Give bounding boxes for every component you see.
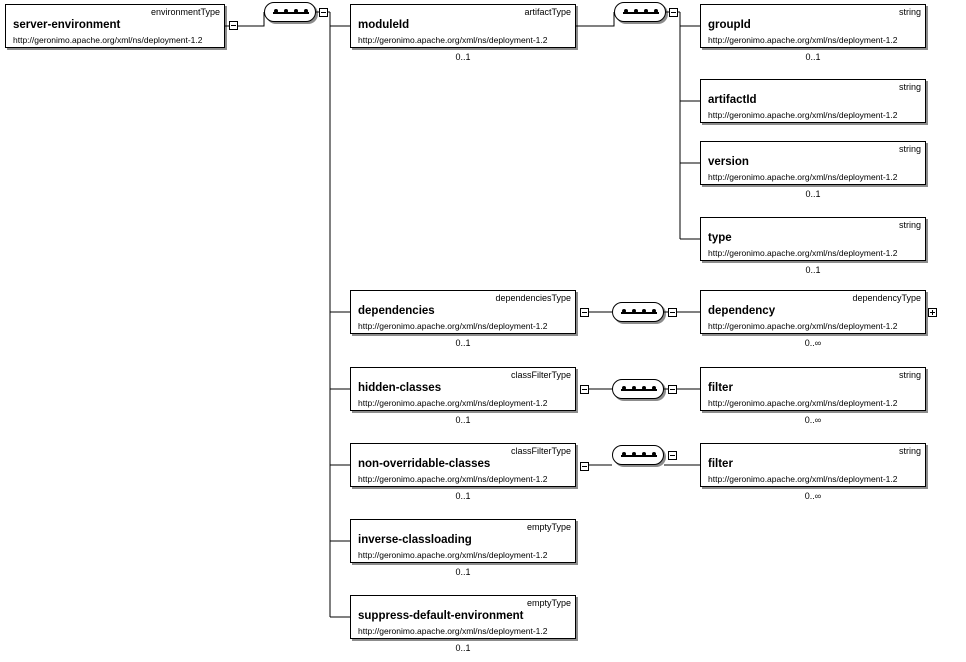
collapse-toggle-non-overridable-classes-icon[interactable] (580, 462, 589, 471)
collapse-toggle-moduleid-sequence-icon[interactable] (669, 8, 678, 17)
node-name-label: moduleId (358, 19, 410, 31)
node-namespace-label: http://geronimo.apache.org/xml/ns/deployment-1.2 (358, 35, 548, 45)
sequence-dot-icon (644, 9, 648, 13)
cardinality-moduleid: 0..1 (455, 52, 471, 62)
cardinality-hidden-classes: 0..1 (455, 415, 471, 425)
sequence-dot-icon (622, 386, 626, 390)
node-name-label: hidden-classes (358, 382, 442, 394)
cardinality-version: 0..1 (805, 189, 821, 199)
node-type-label: string (898, 220, 921, 230)
collapse-toggle-non-overridable-filter-sequence-icon[interactable] (668, 451, 677, 460)
node-type[interactable] (700, 217, 926, 261)
sequence-dot-icon (654, 9, 658, 13)
node-type-label: string (898, 144, 921, 154)
node-namespace-label: http://geronimo.apache.org/xml/ns/deployment-1.2 (708, 474, 898, 484)
cardinality-inverse-classloading: 0..1 (455, 567, 471, 577)
sequence-dot-icon (652, 309, 656, 313)
cardinality-non-overridable-classes: 0..1 (455, 491, 471, 501)
expand-toggle-dependency-icon[interactable] (928, 308, 937, 317)
node-namespace-label: http://geronimo.apache.org/xml/ns/deployment-1.2 (358, 550, 548, 560)
node-name-label: filter (708, 382, 733, 394)
node-name-label: suppress-default-environment (358, 610, 524, 622)
node-type-label: artifactType (524, 7, 571, 17)
node-type-label: classFilterType (510, 446, 571, 456)
collapse-toggle-dependency-sequence-icon[interactable] (668, 308, 677, 317)
node-name-label: artifactId (708, 94, 757, 106)
node-groupid[interactable] (700, 4, 926, 48)
node-type-label: emptyType (526, 522, 571, 532)
sequence-dot-icon (294, 9, 298, 13)
node-dependencies[interactable] (350, 290, 576, 334)
collapse-toggle-server-environment-icon[interactable] (229, 21, 238, 30)
sequence-dot-icon (642, 452, 646, 456)
node-name-label: inverse-classloading (358, 534, 472, 546)
sequence-compositor-moduleid[interactable] (614, 2, 666, 22)
sequence-dot-icon (642, 386, 646, 390)
sequence-dot-icon (652, 452, 656, 456)
node-namespace-label: http://geronimo.apache.org/xml/ns/deployment-1.2 (708, 248, 898, 258)
node-inverse-classloading[interactable] (350, 519, 576, 563)
cardinality-type: 0..1 (805, 265, 821, 275)
sequence-dot-icon (622, 452, 626, 456)
cardinality-dependency: 0..∞ (804, 338, 822, 348)
cardinality-suppress-default-environment: 0..1 (455, 643, 471, 653)
node-name-label: version (708, 156, 749, 168)
sequence-dot-icon (274, 9, 278, 13)
node-namespace-label: http://geronimo.apache.org/xml/ns/deployment-1.2 (13, 35, 203, 45)
node-name-label: type (708, 232, 732, 244)
node-hidden-classes[interactable] (350, 367, 576, 411)
node-namespace-label: http://geronimo.apache.org/xml/ns/deployment-1.2 (358, 398, 548, 408)
collapse-toggle-root-sequence-icon[interactable] (319, 8, 328, 17)
node-dependency[interactable] (700, 290, 926, 334)
node-namespace-label: http://geronimo.apache.org/xml/ns/deployment-1.2 (708, 398, 898, 408)
sequence-dot-icon (624, 9, 628, 13)
node-filter-hidden[interactable] (700, 367, 926, 411)
node-namespace-label: http://geronimo.apache.org/xml/ns/deployment-1.2 (708, 321, 898, 331)
sequence-dot-icon (622, 309, 626, 313)
node-name-label: non-overridable-classes (358, 458, 491, 470)
cardinality-groupid: 0..1 (805, 52, 821, 62)
sequence-dot-icon (652, 386, 656, 390)
node-name-label: filter (708, 458, 733, 470)
node-type-label: dependencyType (852, 293, 921, 303)
node-type-label: string (898, 82, 921, 92)
node-version[interactable] (700, 141, 926, 185)
node-type-label: environmentType (150, 7, 220, 17)
node-artifactid[interactable] (700, 79, 926, 123)
node-namespace-label: http://geronimo.apache.org/xml/ns/deployment-1.2 (708, 35, 898, 45)
node-server-environment[interactable] (5, 4, 225, 48)
node-suppress-default-environment[interactable] (350, 595, 576, 639)
node-namespace-label: http://geronimo.apache.org/xml/ns/deployment-1.2 (358, 474, 548, 484)
node-namespace-label: http://geronimo.apache.org/xml/ns/deployment-1.2 (358, 626, 548, 636)
node-type-label: dependenciesType (495, 293, 571, 303)
sequence-dot-icon (632, 452, 636, 456)
node-namespace-label: http://geronimo.apache.org/xml/ns/deployment-1.2 (708, 110, 898, 120)
cardinality-filter-non-overridable: 0..∞ (804, 491, 822, 501)
node-type-label: string (898, 7, 921, 17)
node-filter-non-overridable[interactable] (700, 443, 926, 487)
sequence-dot-icon (632, 309, 636, 313)
sequence-dot-icon (304, 9, 308, 13)
node-type-label: string (898, 370, 921, 380)
sequence-compositor-non-overridable[interactable] (612, 445, 664, 465)
node-name-label: dependencies (358, 305, 435, 317)
node-type-label: classFilterType (510, 370, 571, 380)
cardinality-dependencies: 0..1 (455, 338, 471, 348)
collapse-toggle-hidden-classes-icon[interactable] (580, 385, 589, 394)
collapse-toggle-dependencies-icon[interactable] (580, 308, 589, 317)
sequence-dot-icon (634, 9, 638, 13)
sequence-dot-icon (642, 309, 646, 313)
node-non-overridable-classes[interactable] (350, 443, 576, 487)
sequence-compositor-dependencies[interactable] (612, 302, 664, 322)
collapse-toggle-hidden-filter-sequence-icon[interactable] (668, 385, 677, 394)
node-name-label: server-environment (13, 19, 121, 31)
cardinality-filter-hidden: 0..∞ (804, 415, 822, 425)
sequence-dot-icon (632, 386, 636, 390)
node-namespace-label: http://geronimo.apache.org/xml/ns/deployment-1.2 (708, 172, 898, 182)
sequence-compositor-hidden-classes[interactable] (612, 379, 664, 399)
node-type-label: string (898, 446, 921, 456)
sequence-compositor-root[interactable] (264, 2, 316, 22)
node-namespace-label: http://geronimo.apache.org/xml/ns/deployment-1.2 (358, 321, 548, 331)
sequence-dot-icon (284, 9, 288, 13)
node-name-label: dependency (708, 305, 776, 317)
node-moduleid[interactable] (350, 4, 576, 48)
node-type-label: emptyType (526, 598, 571, 608)
node-name-label: groupId (708, 19, 751, 31)
